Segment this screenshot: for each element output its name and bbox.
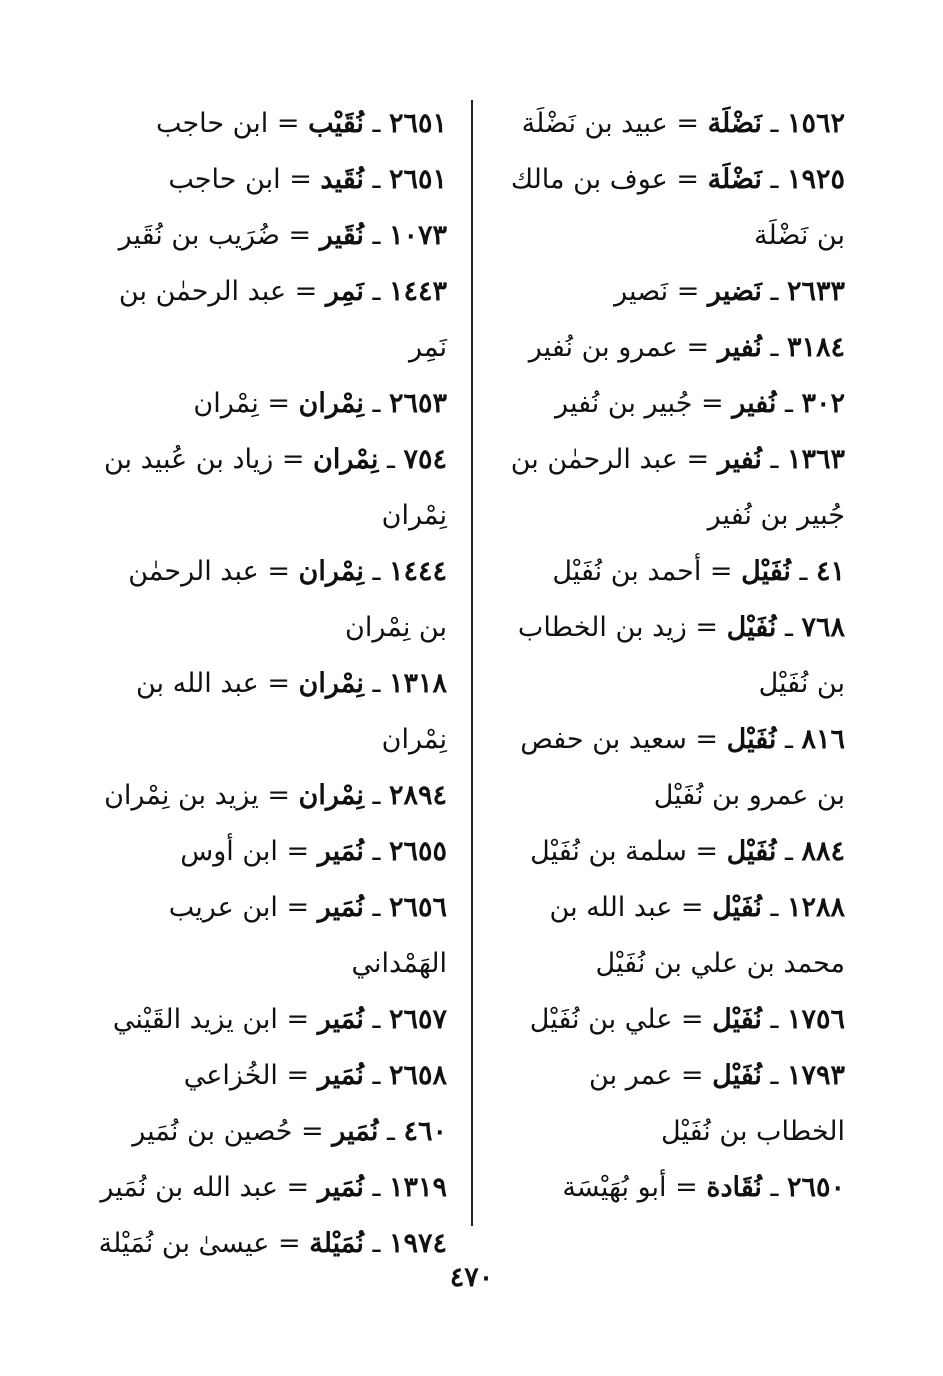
index-entry: ٢٦٥٠ ـ نُقَادة = أبو بُهَيْسَة	[562, 1172, 845, 1203]
entry-name: أحمد بن نُفَيْل	[552, 556, 702, 587]
entry-word: نِمْران	[298, 780, 364, 811]
entry-number: ٢٦٥١	[388, 108, 447, 139]
index-entry: ٧٥٤ ـ نِمْران = زياد بن عُبيد بن نِمْران	[103, 444, 447, 531]
entry-name: يزيد بن نِمْران	[104, 780, 259, 811]
entry-word: نُمَير	[317, 1172, 364, 1203]
entry-word: نُمَير	[317, 1004, 364, 1035]
entry-number: ١٣١٩	[388, 1172, 447, 1203]
entry-name: عبد الرحمٰن بن جُبير بن نُفير	[510, 444, 845, 531]
index-entry: ٢٦٥٨ ـ نُمَير = الخُزاعي	[183, 1060, 447, 1091]
entry-word: نُفَيْل	[712, 1004, 762, 1035]
entry-number: ٨١٦	[801, 724, 845, 755]
entry-name: ابن حاجب	[168, 164, 281, 195]
entry-number: ٨٨٤	[801, 836, 845, 867]
entry-word: نُفَيْل	[741, 556, 791, 587]
entry-name: ابن أوس	[180, 836, 278, 867]
entry-name: نِمْران	[193, 388, 259, 419]
entry-name: عوف بن مالك بن نَضْلَة	[510, 164, 845, 251]
entry-name: عيسىٰ بن نُمَيْلة	[98, 1228, 270, 1259]
index-entry: ٢٦٥٦ ـ نُمَير = ابن عريب الهَمْداني	[168, 892, 447, 979]
entry-name: سعيد بن حفص بن عمرو بن نُفَيْل	[520, 724, 845, 811]
entry-number: ١٣١٨	[388, 668, 447, 699]
entry-number: ١٢٨٨	[786, 892, 845, 923]
entry-name: عمرو بن نُفير	[528, 332, 678, 363]
entry-name: زيد بن الخطاب بن نُفَيْل	[517, 612, 845, 699]
entry-name: عبد الله بن محمد بن علي بن نُفَيْل	[549, 892, 845, 979]
entry-number: ١٩٧٤	[388, 1228, 447, 1259]
entry-word: نُفير	[717, 332, 762, 363]
entry-number: ١٤٤٤	[388, 556, 447, 587]
index-entry: ٤١ ـ نُفَيْل = أحمد بن نُفَيْل	[552, 556, 845, 587]
entry-number: ٤١	[815, 556, 845, 587]
entry-name: عمر بن الخطاب بن نُفَيْل	[589, 1060, 845, 1147]
entry-word: نُمَير	[317, 892, 364, 923]
index-entry: ١٥٦٢ ـ نَضْلَة = عبيد بن نَضْلَة	[521, 108, 845, 139]
entry-number: ٢٦٣٣	[786, 276, 845, 307]
entry-number: ١٧٥٦	[786, 1004, 845, 1035]
entry-name: نَصير	[614, 276, 669, 307]
index-entry: ٧٦٨ ـ نُفَيْل = زيد بن الخطاب بن نُفَيْل	[517, 612, 845, 699]
entry-number: ٧٥٤	[403, 444, 447, 475]
entry-name: ضُرَيب بن نُقَير	[118, 220, 280, 251]
entry-word: نُمَير	[317, 836, 364, 867]
entry-word: نُقَير	[319, 220, 364, 251]
entry-word: نِمْران	[298, 556, 364, 587]
entry-number: ٢٦٥٠	[786, 1172, 845, 1203]
index-entry: ٢٦٥٧ ـ نُمَير = ابن يزيد القَيْني	[112, 1004, 447, 1035]
index-entry: ٢٦٥٣ ـ نِمْران = نِمْران	[193, 388, 447, 419]
index-entry: ٣١٨٤ ـ نُفير = عمرو بن نُفير	[528, 332, 845, 363]
entry-name: عبد الرحمٰن بن نَمِر	[118, 276, 447, 363]
entry-word: نُفَيْل	[726, 836, 777, 867]
entry-word: نَمِر	[325, 276, 364, 307]
entry-number: ٢٦٥٦	[388, 892, 447, 923]
column-divider	[471, 100, 473, 1226]
entry-number: ٧٦٨	[801, 612, 845, 643]
entry-number: ١٧٩٣	[786, 1060, 845, 1091]
entry-word: نُفَيْل	[726, 612, 777, 643]
entry-word: نَضْلَة	[707, 108, 762, 139]
entry-number: ٢٦٥٥	[388, 836, 447, 867]
entry-name: عبد الرحمٰن بن نِمْران	[128, 556, 447, 643]
entry-number: ٢٦٥٣	[388, 388, 447, 419]
entry-name: زياد بن عُبيد بن نِمْران	[103, 444, 447, 531]
index-entry: ٨١٦ ـ نُفَيْل = سعيد بن حفص بن عمرو بن نُفَيْل	[520, 724, 845, 811]
entry-name: حُصين بن نُمَير	[132, 1116, 293, 1147]
index-column-right	[495, 96, 845, 1216]
entry-number: ١٥٦٢	[786, 108, 845, 139]
index-entry: ١٠٧٣ ـ نُقَير = ضُرَيب بن نُقَير	[118, 220, 447, 251]
entry-number: ٣٠٢	[801, 388, 845, 419]
entry-number: ٢٦٥٨	[388, 1060, 447, 1091]
index-column-left	[97, 96, 447, 1272]
index-entry: ١٤٤٣ ـ نَمِر = عبد الرحمٰن بن نَمِر	[118, 276, 447, 363]
entry-word: نُمَير	[332, 1116, 379, 1147]
index-entry: ١٩٢٥ ـ نَضْلَة = عوف بن مالك بن نَضْلَة	[510, 164, 845, 251]
entry-name: جُبير بن نُفير	[555, 388, 693, 419]
entry-word: نَضير	[707, 276, 762, 307]
index-entry: ١٣١٨ ـ نِمْران = عبد الله بن نِمْران	[135, 668, 447, 755]
entry-word: نُقَادة	[706, 1172, 762, 1203]
entry-name: سلمة بن نُفَيْل	[530, 836, 687, 867]
index-entry: ٣٠٢ ـ نُفير = جُبير بن نُفير	[555, 388, 845, 419]
entry-number: ٣١٨٤	[786, 332, 845, 363]
entry-name: عبد الله بن نِمْران	[135, 668, 447, 755]
entry-number: ٤٦٠	[403, 1116, 447, 1147]
index-entry: ٢٦٥٥ ـ نُمَير = ابن أوس	[180, 836, 447, 867]
entry-name: الخُزاعي	[183, 1060, 278, 1091]
index-entry: ٨٨٤ ـ نُفَيْل = سلمة بن نُفَيْل	[530, 836, 845, 867]
entry-word: نُفَيْل	[712, 1060, 762, 1091]
entry-word: نِمْران	[298, 388, 364, 419]
entry-name: ابن يزيد القَيْني	[112, 1004, 278, 1035]
entry-name: ابن عريب الهَمْداني	[168, 892, 447, 979]
index-entry: ١٣٦٣ ـ نُفير = عبد الرحمٰن بن جُبير بن نُفير	[510, 444, 845, 531]
index-entry: ٢٦٣٣ ـ نَضير = نَصير	[614, 276, 845, 307]
index-entry: ١٩٧٤ ـ نُمَيْلة = عيسىٰ بن نُمَيْلة	[98, 1228, 447, 1259]
entry-word: نُفَيْل	[726, 724, 777, 755]
entry-word: نِمْران	[298, 668, 364, 699]
entry-word: نُفير	[717, 444, 762, 475]
entry-name: أبو بُهَيْسَة	[562, 1172, 667, 1203]
entry-number: ٢٨٩٤	[388, 780, 447, 811]
index-entry: ٢٨٩٤ ـ نِمْران = يزيد بن نِمْران	[104, 780, 447, 811]
index-entry: ٢٦٥١ ـ نُقَيْب = ابن حاجب	[155, 108, 447, 139]
entry-name: عبد الله بن نُمَير	[100, 1172, 278, 1203]
index-entry: ١٧٩٣ ـ نُفَيْل = عمر بن الخطاب بن نُفَيْل	[589, 1060, 845, 1147]
entry-word: نُفير	[732, 388, 777, 419]
entry-word: نُقَيد	[320, 164, 364, 195]
index-entry: ١٤٤٤ ـ نِمْران = عبد الرحمٰن بن نِمْران	[128, 556, 447, 643]
entry-number: ٢٦٥١	[388, 164, 447, 195]
index-entry: ١٧٥٦ ـ نُفَيْل = علي بن نُفَيْل	[529, 1004, 845, 1035]
entry-number: ١٠٧٣	[388, 220, 447, 251]
index-entry: ٤٦٠ ـ نُمَير = حُصين بن نُمَير	[132, 1116, 447, 1147]
index-entry: ١٣١٩ ـ نُمَير = عبد الله بن نُمَير	[100, 1172, 447, 1203]
entry-number: ١٣٦٣	[786, 444, 845, 475]
entry-word: نَضْلَة	[707, 164, 762, 195]
entry-word: نُمَير	[317, 1060, 364, 1091]
entry-word: نُفَيْل	[712, 892, 762, 923]
entry-name: ابن حاجب	[155, 108, 269, 139]
index-entry: ٢٦٥١ ـ نُقَيد = ابن حاجب	[168, 164, 447, 195]
entry-name: عبيد بن نَضْلَة	[521, 108, 668, 139]
entry-number: ١٩٢٥	[786, 164, 845, 195]
entry-number: ١٤٤٣	[388, 276, 447, 307]
entry-name: علي بن نُفَيْل	[529, 1004, 673, 1035]
entry-word: نُمَيْلة	[309, 1228, 364, 1259]
entry-number: ٢٦٥٧	[388, 1004, 447, 1035]
entry-word: نُقَيْب	[308, 108, 364, 139]
entry-word: نِمْران	[313, 444, 379, 475]
page-number: ٤٧٠	[449, 1262, 494, 1293]
index-entry: ١٢٨٨ ـ نُفَيْل = عبد الله بن محمد بن علي بن نُفَيْل	[549, 892, 845, 979]
